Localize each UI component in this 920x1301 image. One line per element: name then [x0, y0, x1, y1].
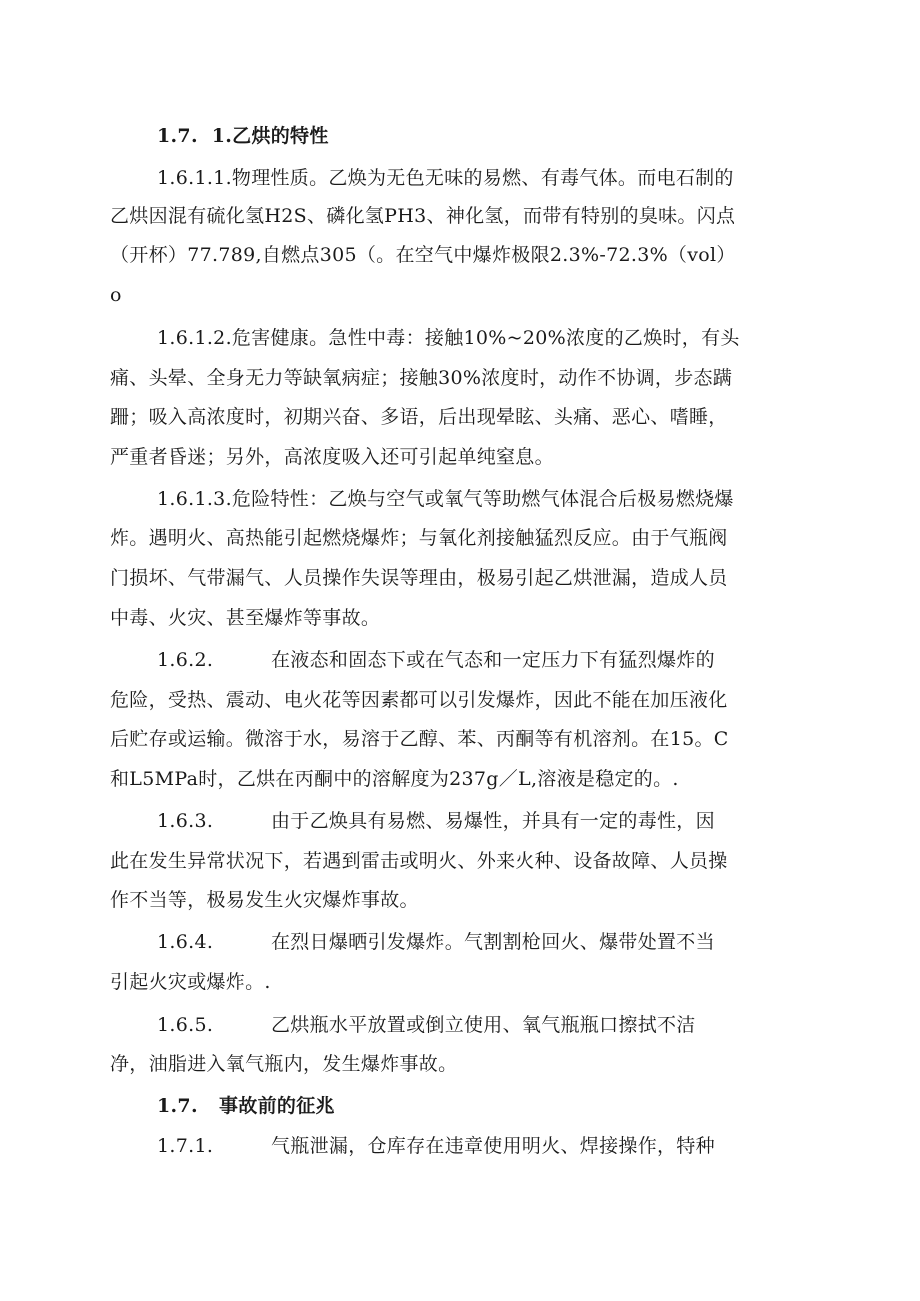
paragraph-explosion-danger-line-4: 和L5MPa时，乙烘在丙酮中的溶解度为237g／L,溶液是稳定的。. — [110, 768, 679, 790]
paragraph-fire-risk-line-2: 此在发生异常状况下，若遇到雷击或明火、外来火种、设备故障、人员操 — [110, 850, 728, 872]
paragraph-health-hazard-line-4: 严重者昏迷；另外，高浓度吸入还可引起单纯窒息。 — [110, 446, 554, 468]
paragraph-explosion-danger-line-2: 危险，受热、震动、电火花等因素都可以引发爆炸，因此不能在加压液化 — [110, 689, 728, 711]
paragraph-fire-risk-line-3: 作不当等，极易发生火灾爆炸事故。 — [110, 889, 419, 911]
paragraph-health-hazard-line-3: 跚；吸入高浓度时，初期兴奋、多语，后出现晕眩、头痛、恶心、嗜睡， — [110, 406, 728, 428]
item-text: 乙烘瓶水平放置或倒立使用、氧气瓶瓶口擦拭不洁 — [271, 1014, 696, 1036]
item-number: 1.6.3. — [157, 810, 214, 832]
section-heading-acetylene-properties — [157, 121, 857, 151]
section-heading-accident-signs — [157, 1091, 857, 1121]
paragraph-danger-characteristics-line-3: 门损坏、气带漏气、人员操作失误等理由，极易引起乙烘泄漏，造成人员 — [110, 567, 728, 589]
section-title: 事故前的征兆 — [219, 1095, 335, 1117]
paragraph-danger-characteristics-line-2: 炸。遇明火、高热能引起燃烧爆炸；与氧化剂接触猛烈反应。由于气瓶阀 — [110, 527, 728, 549]
paragraph-sun-exposure-line-2: 引起火灾或爆炸。. — [110, 971, 271, 993]
item-text: 由于乙焕具有易燃、易爆性，并具有一定的毒性，因 — [271, 810, 715, 832]
paragraph-physical-properties-line-1: 1.6.1.1.物理性质。乙焕为无色无味的易燃、有毒气体。而电石制的 — [157, 167, 734, 189]
section-number: 1.7. — [157, 1095, 198, 1117]
paragraph-cylinder-handling-line-1 — [157, 1010, 857, 1040]
item-number: 1.6.4. — [157, 931, 214, 953]
paragraph-danger-characteristics-line-1: 1.6.1.3.危险特性：乙焕与空气或氧气等助燃气体混合后极易燃烧爆 — [157, 488, 734, 510]
paragraph-explosion-danger-line-1 — [157, 645, 857, 675]
item-text: 在液态和固态下或在气态和一定压力下有猛烈爆炸的 — [271, 649, 715, 671]
paragraph-fire-risk-line-1 — [157, 806, 857, 836]
section-title: 乙烘的特性 — [232, 125, 329, 147]
item-text: 气瓶泄漏，仓库存在违章使用明火、焊接操作，特种 — [271, 1135, 715, 1157]
paragraph-sun-exposure-line-1 — [157, 927, 857, 957]
paragraph-danger-characteristics-line-4: 中毒、火灾、甚至爆炸等事故。 — [110, 607, 381, 629]
paragraph-explosion-danger-line-3: 后贮存或运输。微溶于水，易溶于乙醇、苯、丙酮等有机溶剂。在15。C — [110, 728, 729, 750]
item-number: 1.7.1. — [157, 1135, 214, 1157]
paragraph-physical-properties-line-4: o — [110, 284, 122, 306]
item-number: 1.6.2. — [157, 649, 214, 671]
paragraph-cylinder-handling-line-2: 净，油脂进入氧气瓶内，发生爆炸事故。 — [110, 1053, 458, 1075]
item-text: 在烈日爆晒引发爆炸。气割割枪回火、爆带处置不当 — [271, 931, 715, 953]
paragraph-physical-properties-line-2: 乙烘因混有硫化氢H2S、磷化氢PH3、神化氢，而带有特别的臭味。闪点 — [110, 205, 736, 227]
paragraph-health-hazard-line-2: 痛、头晕、全身无力等缺氧病症；接触30%浓度时，动作不协调，步态蹒 — [110, 367, 733, 389]
paragraph-cylinder-leak-line-1 — [157, 1131, 857, 1161]
section-number: 1.7. 1. — [157, 125, 233, 147]
item-number: 1.6.5. — [157, 1014, 214, 1036]
paragraph-physical-properties-line-3: （开杯）77.789,自燃点305（。在空气中爆炸极限2.3%-72.3%（vol） — [110, 244, 736, 266]
paragraph-health-hazard-line-1: 1.6.1.2.危害健康。急性中毒：接触10%~20%浓度的乙焕时，有头 — [157, 327, 740, 349]
